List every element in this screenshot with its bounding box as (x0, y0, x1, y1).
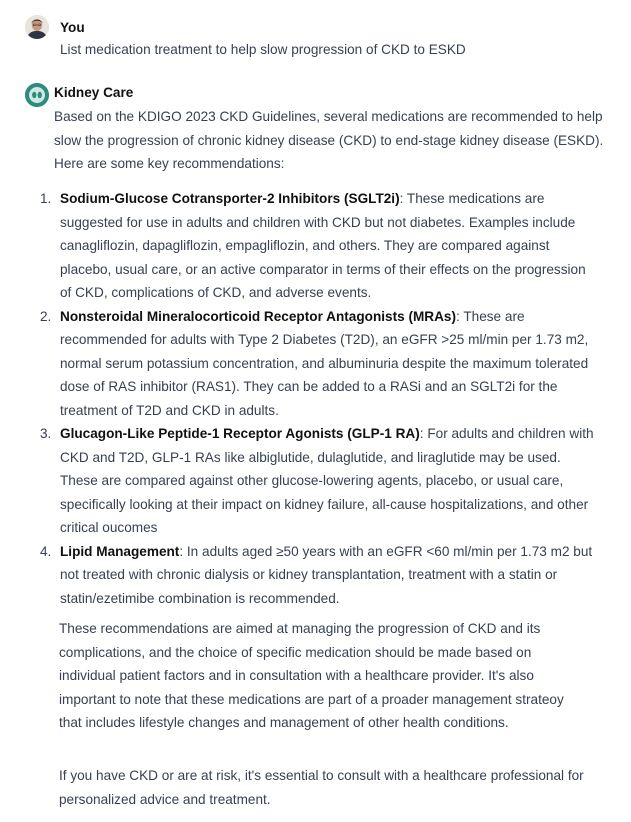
list-item-title: Nonsteroidal Mineralocorticoid Receptor Antagonists (MRAs) (60, 308, 457, 324)
list-item (36, 187, 596, 305)
assistant-name: Kidney Care (54, 85, 134, 100)
list-item (36, 540, 596, 611)
list-item-title: Lipid Management (60, 543, 180, 559)
list-item-number: 2. (40, 308, 52, 324)
list-item-text: : These are recommended for adults with Type 2 Diabetes (T2D), an eGFR >25 ml/min per 1.73 m2, normal serum potassium concentration, and albuminuria despite the maximum tolerated dose of RAS inhibitor (RAS1). They can be added to a RASi and an SGLT2i for the treatment of T2D and CKD in adults. (60, 308, 589, 418)
user-message-text: List medication treatment to help slow progression of CKD to ESKD (60, 42, 466, 57)
list-item-title: Glucagon-Like Peptide-1 Receptor Agonists (GLP-1 RA) (60, 426, 420, 441)
list-item-text: : In adults aged ≥50 years with an eGFR <60 ml/min per 1.73 m2 but not treated with chronic dialysis or kidney transplantation, treatment with a statin or statin/ezetimibe combination is recommended. (60, 543, 593, 606)
user-name: You (60, 20, 85, 35)
assistant-summary-text: These recommendations are aimed at managing the progression of CKD and its complications, and the choice of specific medication should be made based on individual patient factors and in consultation with a healthcare provider. It's also important to note that these medications are part of a proader management strateoy that includes lifestyle changes and management of other health conditions. (59, 621, 564, 730)
list-item (36, 422, 596, 540)
list-item-text: : These medications are suggested for use in adults and children with CKD but not diabetes. Examples include canagliflozin, dapagliflozin, empagliflozin, and others. They are compared against placebo, usual care, or an active comparator in terms of their effects on the progression of CKD, complications of CKD, and adverse events. (60, 191, 586, 300)
list-item-number: 4. (40, 543, 52, 559)
kidney-care-avatar-icon (25, 83, 49, 107)
assistant-intro-text: Based on the KDIGO 2023 CKD Guidelines, several medications are recommended to help slow the progression of chronic kidney disease (CKD) to end-stage kidney disease (ESKD). Here are some key recommendations: (54, 109, 604, 171)
recommendations-list (36, 187, 596, 610)
list-item-number: 3. (40, 426, 52, 441)
list-item (36, 305, 596, 423)
list-item-text: : For adults and children with CKD and T2D, GLP-1 RAs like albiglutide, dulaglutide, and liraglutide may be used. These are compared against other glucose-lowering agents, placebo, or usual care, specifically looking at their impact on kidney failure, all-cause hospitalizations, and other critical oucomes (60, 426, 594, 535)
list-item-title: Sodium-Glucose Cotransporter-2 Inhibitors (SGLT2i) (60, 191, 400, 206)
user-avatar (25, 15, 49, 39)
assistant-closing-text: If you have CKD or are at risk, it's essential to consult with a healthcare professional for personalized advice and treatment. (59, 768, 584, 807)
list-item-number: 1. (40, 191, 52, 206)
